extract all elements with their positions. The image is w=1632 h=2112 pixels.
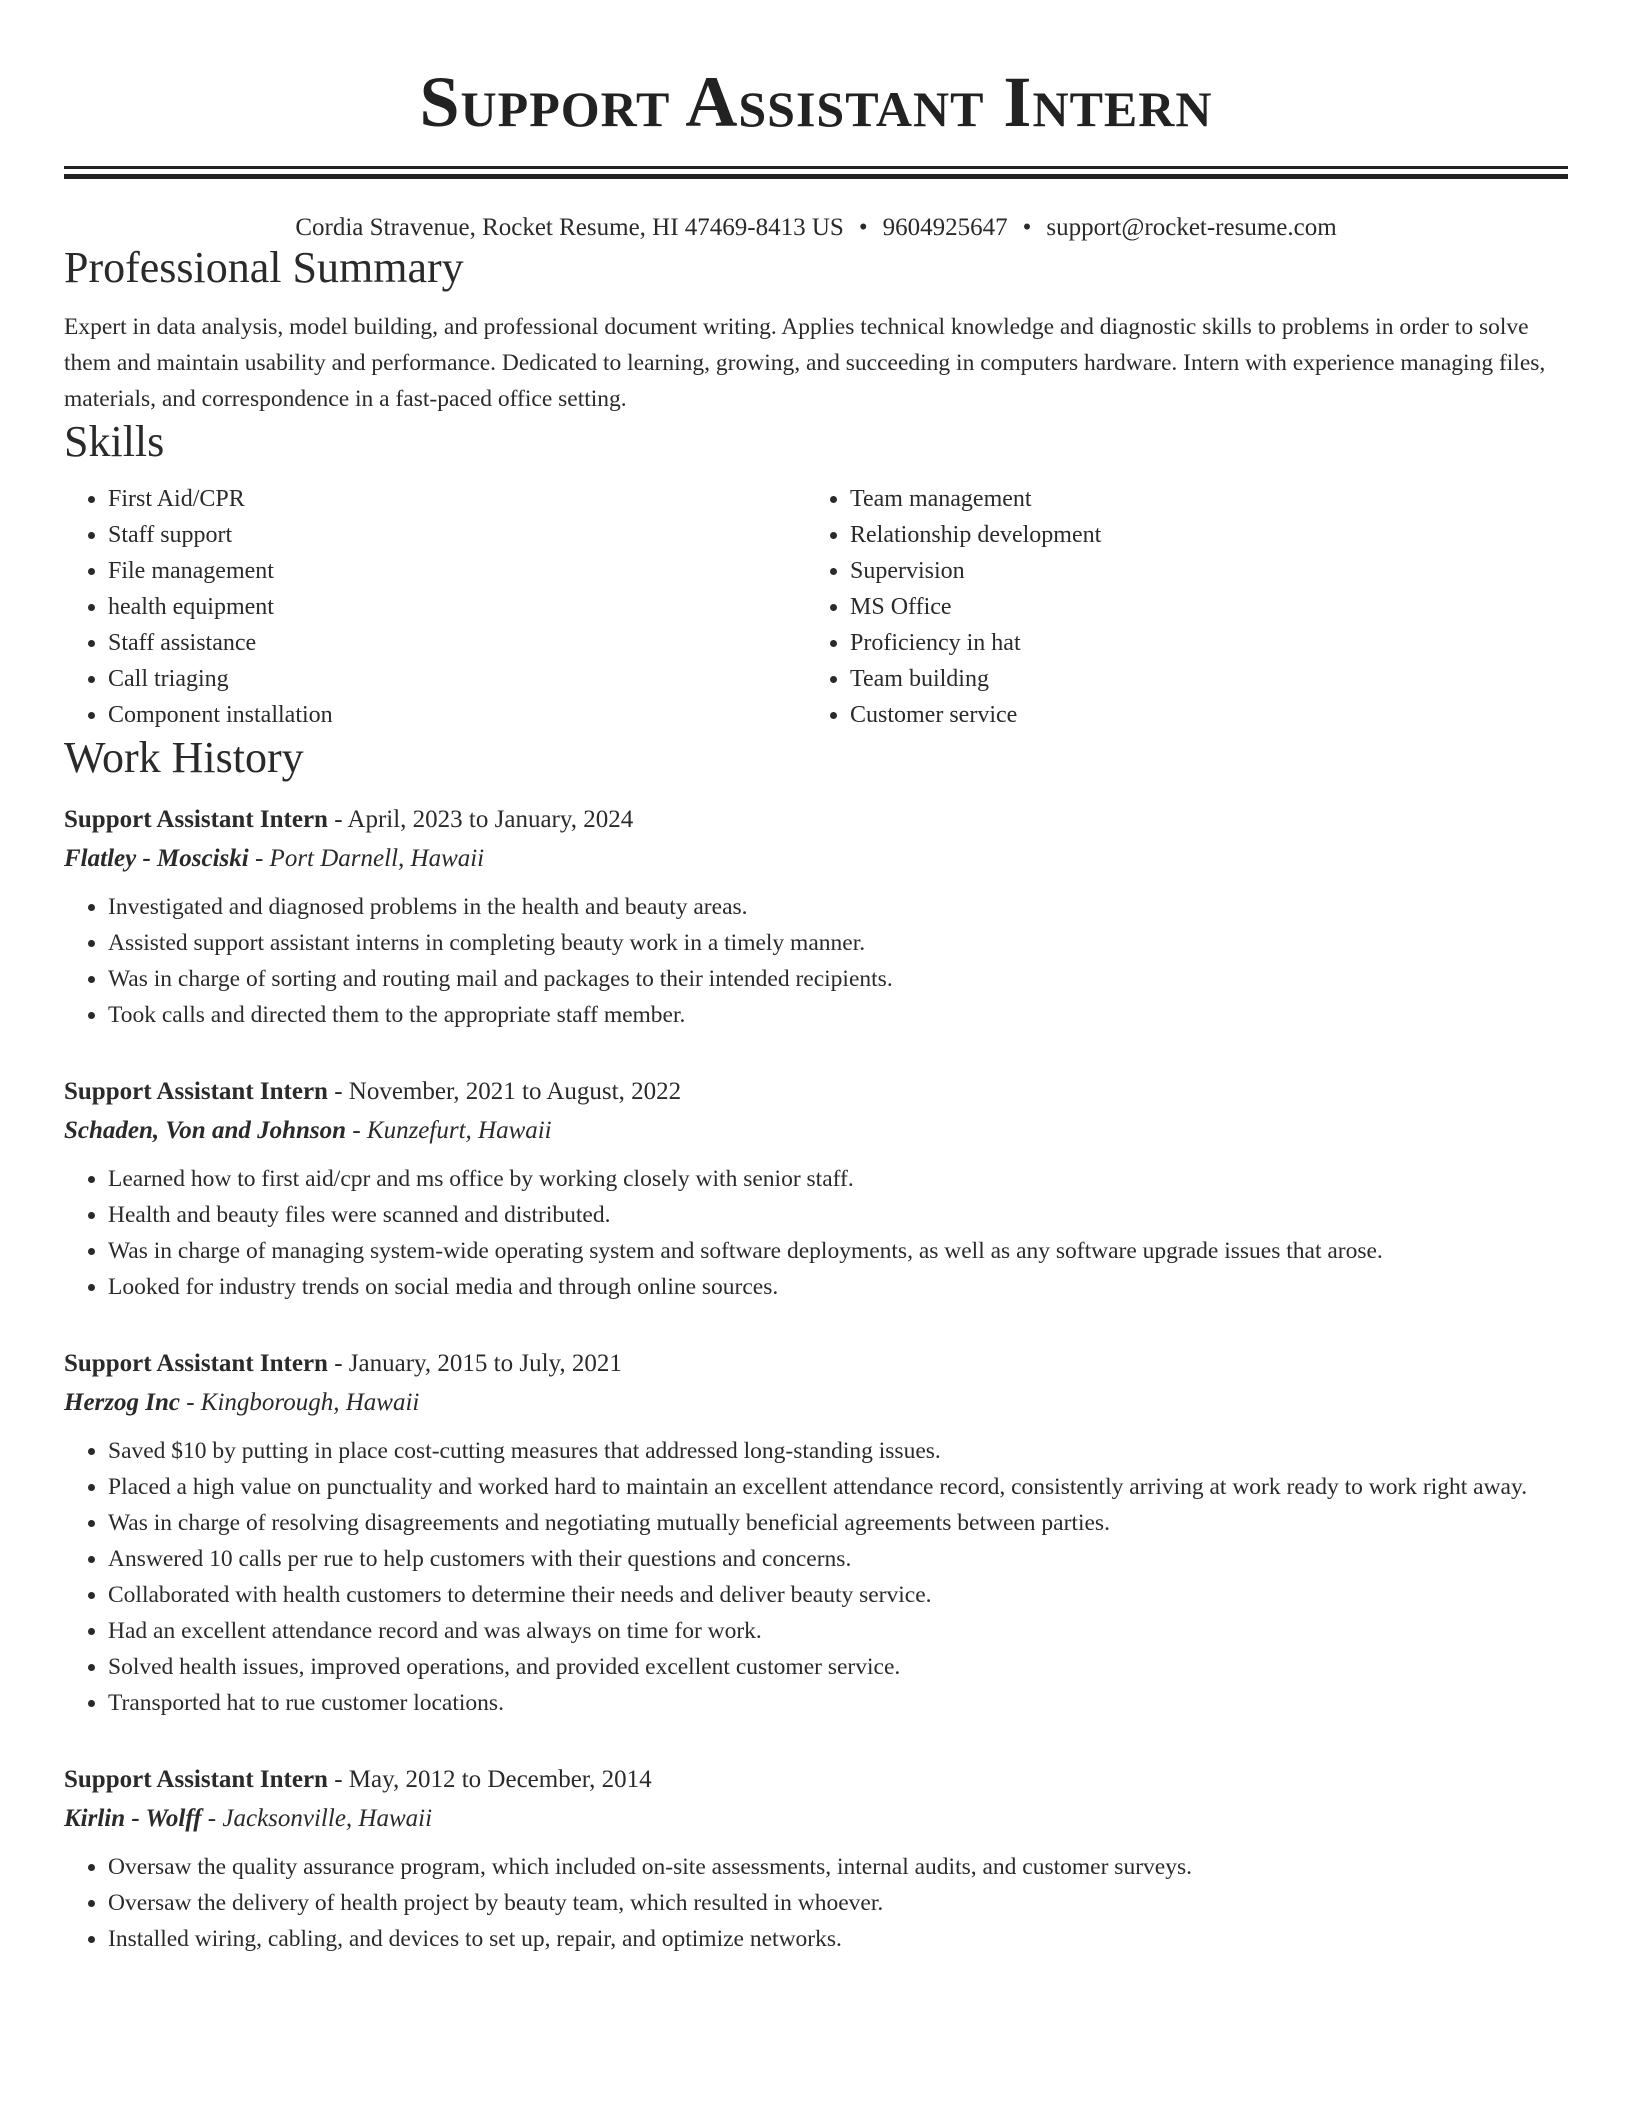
skill-item: • Customer service bbox=[850, 697, 1548, 733]
job-company-line bbox=[64, 1111, 1568, 1151]
job-bullet: • Was in charge of sorting and routing mail and packages to their intended recipients. bbox=[108, 961, 1568, 997]
job-title-line bbox=[64, 801, 1568, 839]
header-divider-bottom bbox=[64, 174, 1568, 179]
job-role: Support Assistant Intern bbox=[64, 806, 328, 833]
job-bullets bbox=[64, 889, 1568, 1033]
job-bullet: • Had an excellent attendance record and was always on time for work. bbox=[108, 1613, 1568, 1649]
contact-email: support@rocket-resume.com bbox=[1046, 214, 1337, 241]
contact-phone: 9604925647 bbox=[882, 214, 1008, 241]
contact-separator: • bbox=[858, 214, 868, 241]
job-title-line bbox=[64, 1073, 1568, 1111]
skill-item: • Component installation bbox=[108, 697, 806, 733]
job-bullet: • Solved health issues, improved operations, and provided excellent customer service. bbox=[108, 1649, 1568, 1685]
skill-item: • MS Office bbox=[850, 589, 1548, 625]
job-title-line bbox=[64, 1761, 1568, 1799]
job-bullet: • Assisted support assistant interns in completing beauty work in a timely manner. bbox=[108, 925, 1568, 961]
job-title-line bbox=[64, 1345, 1568, 1383]
job-bullet: • Collaborated with health customers to determine their needs and deliver beauty service. bbox=[108, 1577, 1568, 1613]
contact-separator: • bbox=[1022, 214, 1032, 241]
skills-columns bbox=[64, 481, 1568, 733]
job-bullet: • Learned how to first aid/cpr and ms office by working closely with senior staff. bbox=[108, 1161, 1568, 1197]
work-history-heading: Work History bbox=[64, 733, 304, 782]
job-company: Schaden, Von and Johnson bbox=[64, 1117, 347, 1144]
job-company: Flatley - Mosciski bbox=[64, 845, 249, 872]
job-bullet: • Oversaw the quality assurance program, which included on-site assessments, internal audits, and customer surveys. bbox=[108, 1849, 1568, 1885]
summary-text: Expert in data analysis, model building, and professional document writing. Applies technical knowledge and diagnostic skills to problems in order to solve them and maintain usability and performance. Dedicated to learning, growing, and succeeding in computers hardware. Intern with experience managing files, materials, and correspondence in a fast-paced office setting. bbox=[64, 314, 1546, 412]
skill-item: • Staff assistance bbox=[108, 625, 806, 661]
job-role: Support Assistant Intern bbox=[64, 1078, 328, 1105]
skill-item: • File management bbox=[108, 553, 806, 589]
summary-heading: Professional Summary bbox=[64, 243, 464, 292]
job-bullets bbox=[64, 1849, 1568, 1957]
contact-line bbox=[64, 213, 1568, 243]
job-location: - Jacksonville, Hawaii bbox=[201, 1805, 433, 1832]
resume-title: Support Assistant Intern bbox=[419, 62, 1213, 142]
job-dates: - April, 2023 to January, 2024 bbox=[327, 806, 634, 833]
skill-item: • First Aid/CPR bbox=[108, 481, 806, 517]
job-company-line bbox=[64, 839, 1568, 879]
job-bullet: • Placed a high value on punctuality and worked hard to maintain an excellent attendance record, consistently arriving at work ready to work right away. bbox=[108, 1469, 1568, 1505]
skill-item: • Call triaging bbox=[108, 661, 806, 697]
job-bullet: • Oversaw the delivery of health project by beauty team, which resulted in whoever. bbox=[108, 1885, 1568, 1921]
job-company-line bbox=[64, 1383, 1568, 1423]
job-bullet: • Transported hat to rue customer locations. bbox=[108, 1685, 1568, 1721]
job-role: Support Assistant Intern bbox=[64, 1766, 328, 1793]
resume-page bbox=[64, 0, 1568, 1957]
skills-list-left bbox=[64, 481, 806, 733]
job-role: Support Assistant Intern bbox=[64, 1350, 328, 1377]
skill-item: • Proficiency in hat bbox=[850, 625, 1548, 661]
job-dates: - November, 2021 to August, 2022 bbox=[327, 1078, 682, 1105]
job-company: Herzog Inc bbox=[64, 1389, 180, 1416]
job-bullet: • Answered 10 calls per rue to help customers with their questions and concerns. bbox=[108, 1541, 1568, 1577]
skill-item: • health equipment bbox=[108, 589, 806, 625]
skills-list-right bbox=[806, 481, 1548, 733]
job-location: - Kunzefurt, Hawaii bbox=[346, 1117, 552, 1144]
job-location: - Port Darnell, Hawaii bbox=[248, 845, 485, 872]
job-dates: - January, 2015 to July, 2021 bbox=[327, 1350, 622, 1377]
skill-item: • Supervision bbox=[850, 553, 1548, 589]
job-entry bbox=[64, 1761, 1568, 1957]
job-entry bbox=[64, 1345, 1568, 1721]
job-bullets bbox=[64, 1433, 1568, 1721]
skill-item: • Relationship development bbox=[850, 517, 1548, 553]
job-bullet: • Investigated and diagnosed problems in the health and beauty areas. bbox=[108, 889, 1568, 925]
job-entry bbox=[64, 1073, 1568, 1305]
job-bullet: • Installed wiring, cabling, and devices to set up, repair, and optimize networks. bbox=[108, 1921, 1568, 1957]
job-company-line bbox=[64, 1799, 1568, 1839]
header-divider-top bbox=[64, 166, 1568, 169]
skill-item: • Team building bbox=[850, 661, 1548, 697]
job-dates: - May, 2012 to December, 2014 bbox=[327, 1766, 652, 1793]
skill-item: • Team management bbox=[850, 481, 1548, 517]
skills-heading: Skills bbox=[64, 417, 165, 466]
job-bullet: • Saved $10 by putting in place cost-cutting measures that addressed long-standing issues. bbox=[108, 1433, 1568, 1469]
job-bullets bbox=[64, 1161, 1568, 1305]
job-bullet: • Health and beauty files were scanned and distributed. bbox=[108, 1197, 1568, 1233]
job-entry bbox=[64, 801, 1568, 1033]
job-bullet: • Took calls and directed them to the appropriate staff member. bbox=[108, 997, 1568, 1033]
job-location: - Kingborough, Hawaii bbox=[179, 1389, 420, 1416]
job-bullet: • Was in charge of managing system-wide operating system and software deployments, as well as any software upgrade issues that arose. bbox=[108, 1233, 1568, 1269]
job-bullet: • Looked for industry trends on social media and through online sources. bbox=[108, 1269, 1568, 1305]
job-company: Kirlin - Wolff bbox=[64, 1805, 202, 1832]
skill-item: • Staff support bbox=[108, 517, 806, 553]
contact-address: Cordia Stravenue, Rocket Resume, HI 47469-8413 US bbox=[295, 214, 844, 241]
job-bullet: • Was in charge of resolving disagreements and negotiating mutually beneficial agreements between parties. bbox=[108, 1505, 1568, 1541]
